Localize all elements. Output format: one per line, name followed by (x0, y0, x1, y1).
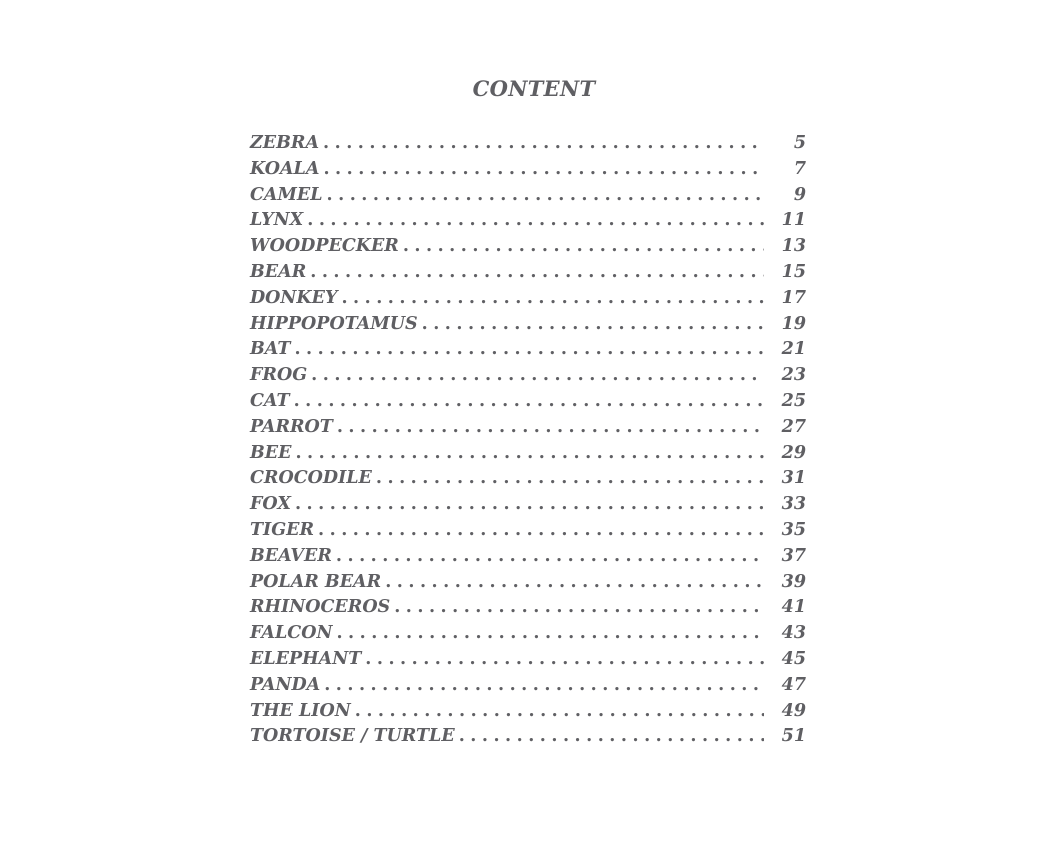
toc-entry-page-number: 51 (781, 726, 806, 747)
toc-entry-label: PANDA (250, 674, 321, 695)
table-of-contents (250, 133, 806, 752)
toc-entry[interactable] (250, 726, 806, 752)
toc-entry-page-number: 31 (781, 468, 806, 489)
toc-entry-label: BEAVER (250, 545, 332, 566)
toc-entry[interactable] (250, 288, 806, 314)
dot-leader (310, 262, 764, 282)
toc-entry-page-number: 5 (793, 133, 806, 153)
toc-entry-page-number: 13 (781, 236, 806, 257)
toc-entry-label: DONKEY (250, 287, 338, 308)
toc-entry[interactable] (250, 210, 806, 236)
toc-entry-label: FALCON (250, 623, 333, 644)
toc-entry[interactable] (250, 185, 806, 211)
toc-entry-label: RHINOCEROS (250, 597, 391, 618)
toc-entry[interactable] (250, 314, 806, 340)
toc-entry-page-number: 33 (781, 494, 806, 515)
toc-entry-label: FOX (250, 494, 291, 515)
toc-entry-label: WOODPECKER (250, 236, 399, 257)
toc-entry-page-number: 45 (781, 648, 806, 669)
toc-entry[interactable] (250, 262, 806, 288)
toc-entry[interactable] (250, 675, 806, 701)
toc-entry-page-number: 15 (781, 261, 806, 282)
toc-entry[interactable] (250, 133, 806, 159)
toc-entry[interactable] (250, 623, 806, 649)
dot-leader (311, 365, 764, 385)
toc-entry-page-number: 25 (781, 390, 806, 411)
page-title: CONTENT (472, 76, 596, 101)
toc-entry-label: FROG (250, 365, 308, 386)
toc-entry-label: ELEPHANT (250, 648, 362, 669)
toc-entry-page-number: 37 (781, 545, 806, 566)
dot-leader (294, 391, 764, 411)
toc-entry-label: KOALA (250, 158, 320, 179)
dot-leader (459, 726, 764, 746)
toc-entry-label: TIGER (250, 519, 315, 540)
toc-entry[interactable] (250, 494, 806, 520)
dot-leader (341, 288, 764, 308)
dot-leader (295, 443, 764, 463)
toc-entry-page-number: 41 (781, 597, 806, 618)
toc-entry-page-number: 21 (781, 339, 806, 360)
toc-entry-page-number: 39 (781, 571, 806, 592)
toc-entry-page-number: 29 (781, 442, 806, 463)
toc-entry[interactable] (250, 649, 806, 675)
toc-entry-page-number: 27 (781, 416, 806, 437)
toc-entry[interactable] (250, 339, 806, 365)
toc-entry-label: ZEBRA (250, 133, 320, 153)
toc-entry-page-number: 35 (781, 519, 806, 540)
toc-entry-page-number: 7 (793, 158, 806, 179)
toc-entry-page-number: 19 (781, 313, 806, 334)
dot-leader (337, 417, 764, 437)
toc-entry[interactable] (250, 159, 806, 185)
dot-leader (318, 520, 764, 540)
toc-entry-label: TORTOISE / TURTLE (250, 726, 455, 747)
toc-entry-page-number: 23 (781, 365, 806, 386)
toc-entry[interactable] (250, 597, 806, 623)
dot-leader (294, 339, 764, 359)
toc-entry[interactable] (250, 520, 806, 546)
dot-leader (307, 210, 764, 230)
toc-entry-label: CAMEL (250, 184, 323, 205)
toc-entry-page-number: 43 (781, 623, 806, 644)
dot-leader (355, 701, 764, 721)
toc-entry-label: CAT (250, 390, 290, 411)
dot-leader (323, 133, 764, 153)
toc-entry-label: BAT (250, 339, 291, 360)
dot-leader (323, 159, 764, 179)
dot-leader (422, 314, 764, 334)
dot-leader (327, 185, 764, 205)
toc-entry[interactable] (250, 468, 806, 494)
toc-entry-label: CROCODILE (250, 468, 372, 489)
toc-entry-label: POLAR BEAR (250, 571, 382, 592)
toc-entry[interactable] (250, 391, 806, 417)
toc-entry-page-number: 11 (781, 210, 806, 231)
toc-entry[interactable] (250, 546, 806, 572)
toc-entry[interactable] (250, 417, 806, 443)
toc-entry-page-number: 47 (781, 674, 806, 695)
dot-leader (365, 649, 764, 669)
dot-leader (336, 546, 764, 566)
toc-entry-label: PARROT (250, 416, 333, 437)
dot-leader (385, 572, 764, 592)
toc-entry-page-number: 9 (793, 184, 806, 205)
dot-leader (403, 236, 764, 256)
toc-entry[interactable] (250, 701, 806, 727)
dot-leader (376, 468, 764, 488)
dot-leader (336, 623, 764, 643)
dot-leader (394, 597, 764, 617)
toc-entry-label: BEE (250, 442, 292, 463)
toc-entry-page-number: 49 (781, 700, 806, 721)
toc-entry[interactable] (250, 443, 806, 469)
toc-entry-page-number: 17 (781, 287, 806, 308)
toc-entry-label: LYNX (250, 210, 304, 231)
toc-entry[interactable] (250, 236, 806, 262)
toc-entry[interactable] (250, 365, 806, 391)
toc-entry-label: BEAR (250, 261, 307, 282)
toc-entry[interactable] (250, 572, 806, 598)
dot-leader (324, 675, 764, 695)
toc-entry-label: THE LION (250, 700, 351, 721)
toc-entry-label: HIPPOPOTAMUS (250, 313, 418, 334)
dot-leader (295, 494, 764, 514)
